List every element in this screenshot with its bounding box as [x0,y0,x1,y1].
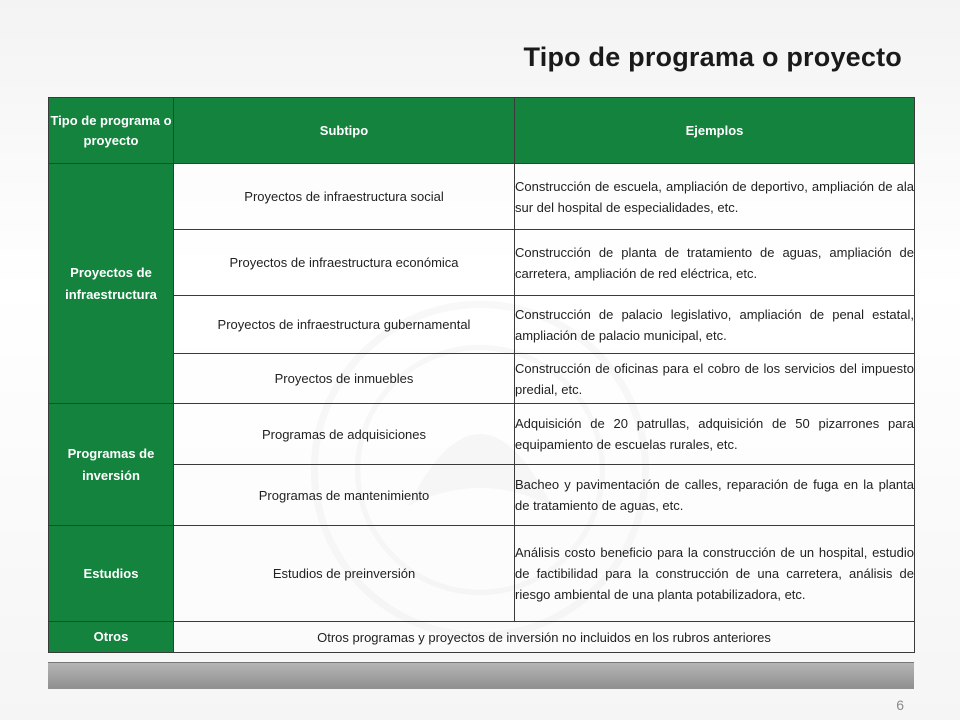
ejemplo-cell: Adquisición de 20 patrullas, adquisición de 50 pizarrones para equipamiento de escuelas rurales, etc. [515,404,915,465]
program-type-table [48,97,915,653]
table-row [49,622,915,653]
subtipo-cell: Proyectos de inmuebles [174,354,515,404]
footer-bar [48,662,914,689]
subtipo-cell: Programas de mantenimiento [174,465,515,526]
category-infraestructura: Proyectos de infraestructura [49,164,174,404]
subtipo-cell: Programas de adquisiciones [174,404,515,465]
otros-description: Otros programas y proyectos de inversión no incluidos en los rubros anteriores [174,622,915,653]
subtipo-cell: Proyectos de infraestructura social [174,164,515,230]
table-row [49,164,915,230]
table-row [49,404,915,465]
header-subtipo: Subtipo [174,98,515,164]
ejemplo-cell: Construcción de oficinas para el cobro de los servicios del impuesto predial, etc. [515,354,915,404]
ejemplo-cell: Construcción de planta de tratamiento de aguas, ampliación de carretera, ampliación de red eléctrica, etc. [515,230,915,296]
header-ejemplos: Ejemplos [515,98,915,164]
ejemplo-cell: Bacheo y pavimentación de calles, reparación de fuga en la planta de tratamiento de aguas, etc. [515,465,915,526]
table-row [49,465,915,526]
ejemplo-cell: Análisis costo beneficio para la construcción de un hospital, estudio de factibilidad para la construcción de una carretera, análisis de riesgo ambiental de una planta potabilizadora, etc. [515,526,915,622]
table-row [49,526,915,622]
page-number: 6 [896,697,904,713]
table-row [49,230,915,296]
subtipo-cell: Proyectos de infraestructura gubernamental [174,296,515,354]
slide-title: Tipo de programa o proyecto [523,42,902,72]
header-tipo: Tipo de programa o proyecto [49,98,174,164]
ejemplo-cell: Construcción de palacio legislativo, ampliación de penal estatal, ampliación de palacio municipal, etc. [515,296,915,354]
table-row [49,354,915,404]
category-estudios: Estudios [49,526,174,622]
table-header-row [49,98,915,164]
ejemplo-cell: Construcción de escuela, ampliación de deportivo, ampliación de ala sur del hospital de especialidades, etc. [515,164,915,230]
subtipo-cell: Estudios de preinversión [174,526,515,622]
subtipo-cell: Proyectos de infraestructura económica [174,230,515,296]
category-inversion: Programas de inversión [49,404,174,526]
category-otros: Otros [49,622,174,653]
table-row [49,296,915,354]
